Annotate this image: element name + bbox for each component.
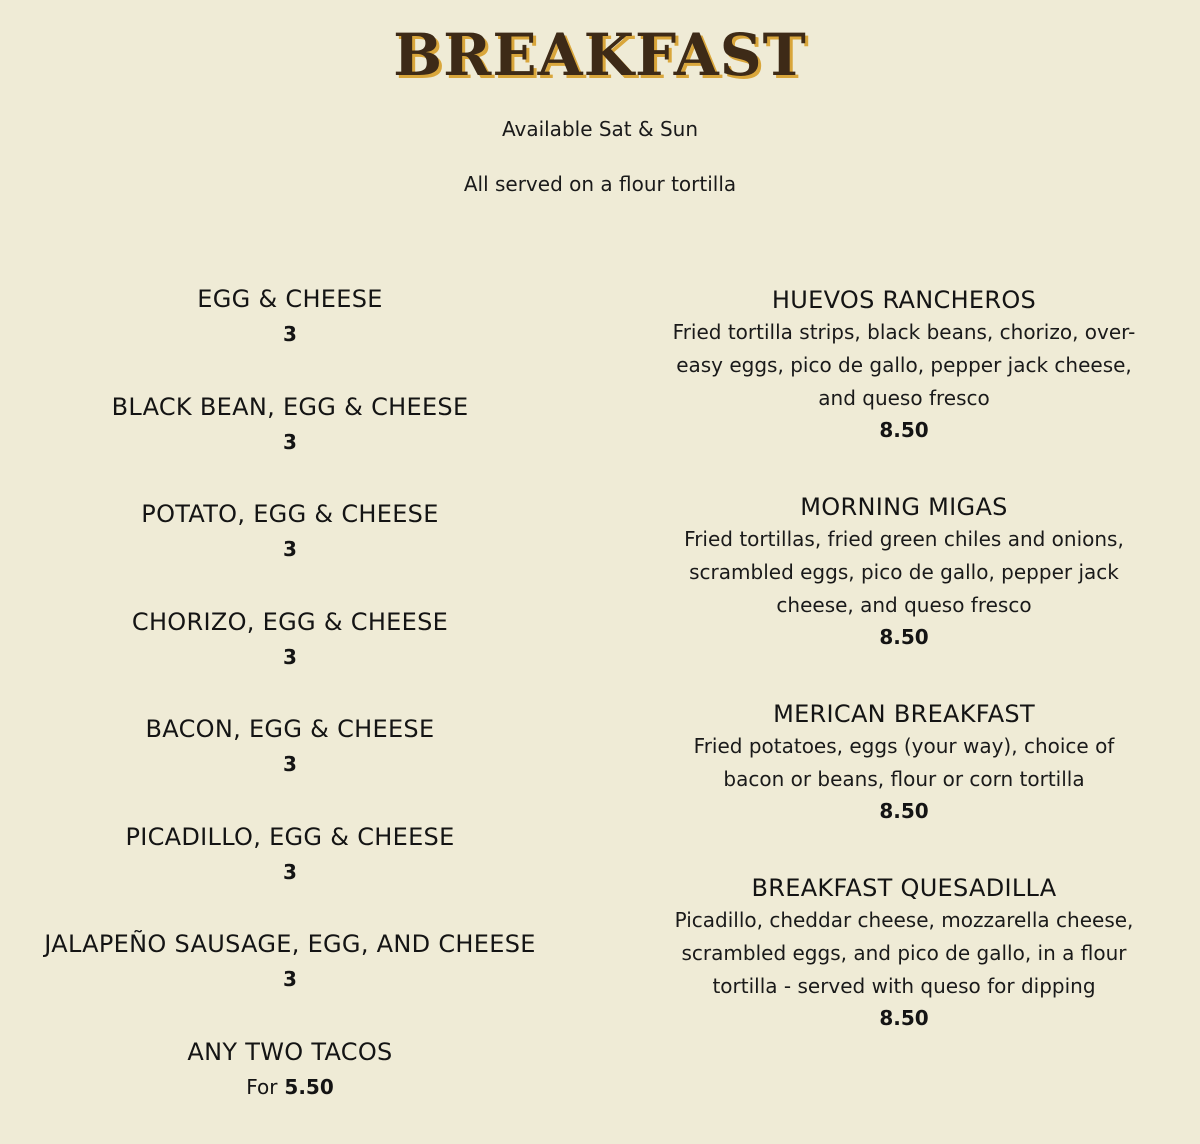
menu-item <box>20 1037 560 1144</box>
item-description <box>640 316 1168 415</box>
item-price: 3 <box>20 964 560 994</box>
item-price <box>20 1072 560 1102</box>
item-name: CHORIZO, EGG & CHEESE <box>20 607 560 637</box>
menu-item <box>20 929 560 1037</box>
item-price: 8.50 <box>640 796 1168 826</box>
item-name: POTATO, EGG & CHEESE <box>20 499 560 529</box>
item-price: 3 <box>20 749 560 779</box>
item-description <box>640 730 1168 796</box>
item-description <box>640 523 1168 622</box>
item-name: BACON, EGG & CHEESE <box>20 714 560 744</box>
description-line: bacon or beans, flour or corn tortilla <box>640 763 1168 796</box>
menu-item <box>20 499 560 607</box>
item-name: MERICAN BREAKFAST <box>640 698 1168 730</box>
price-value: 5.50 <box>284 1075 333 1099</box>
tacos-column <box>20 284 560 1144</box>
item-price: 8.50 <box>640 622 1168 652</box>
price-prefix: For <box>246 1075 277 1099</box>
availability-note: Available Sat & Sun <box>0 117 1200 141</box>
menu-item <box>20 607 560 715</box>
item-description <box>640 904 1168 1003</box>
plates-column <box>640 284 1168 1052</box>
item-price: 8.50 <box>640 1003 1168 1033</box>
menu-title: BREAKFAST <box>0 26 1200 84</box>
item-price: 3 <box>20 642 560 672</box>
menu-item <box>20 284 560 392</box>
description-line: Fried tortilla strips, black beans, chorizo, over- <box>640 316 1168 349</box>
item-price: 3 <box>20 427 560 457</box>
item-name: ANY TWO TACOS <box>20 1037 560 1067</box>
item-price: 8.50 <box>640 415 1168 445</box>
menu-item <box>640 872 1168 1052</box>
item-name: EGG & CHEESE <box>20 284 560 314</box>
item-price: 3 <box>20 319 560 349</box>
menu-item <box>20 822 560 930</box>
menu-item <box>640 491 1168 698</box>
description-line: Picadillo, cheddar cheese, mozzarella cheese, <box>640 904 1168 937</box>
description-line: easy eggs, pico de gallo, pepper jack cheese, <box>640 349 1168 382</box>
description-line: cheese, and queso fresco <box>640 589 1168 622</box>
item-name: PICADILLO, EGG & CHEESE <box>20 822 560 852</box>
menu-item <box>640 698 1168 872</box>
item-price: 3 <box>20 534 560 564</box>
description-line: and queso fresco <box>640 382 1168 415</box>
menu-item <box>20 392 560 500</box>
description-line: Fried tortillas, fried green chiles and onions, <box>640 523 1168 556</box>
menu-item <box>20 714 560 822</box>
item-name: BREAKFAST QUESADILLA <box>640 872 1168 904</box>
description-line: tortilla - served with queso for dipping <box>640 970 1168 1003</box>
item-name: HUEVOS RANCHEROS <box>640 284 1168 316</box>
description-line: Fried potatoes, eggs (your way), choice of <box>640 730 1168 763</box>
item-name: MORNING MIGAS <box>640 491 1168 523</box>
item-price: 3 <box>20 857 560 887</box>
tortilla-note: All served on a flour tortilla <box>0 172 1200 196</box>
menu-item <box>640 284 1168 491</box>
item-name: JALAPEÑO SAUSAGE, EGG, AND CHEESE <box>20 929 560 959</box>
item-name: BLACK BEAN, EGG & CHEESE <box>20 392 560 422</box>
description-line: scrambled eggs, pico de gallo, pepper jack <box>640 556 1168 589</box>
description-line: scrambled eggs, and pico de gallo, in a flour <box>640 937 1168 970</box>
